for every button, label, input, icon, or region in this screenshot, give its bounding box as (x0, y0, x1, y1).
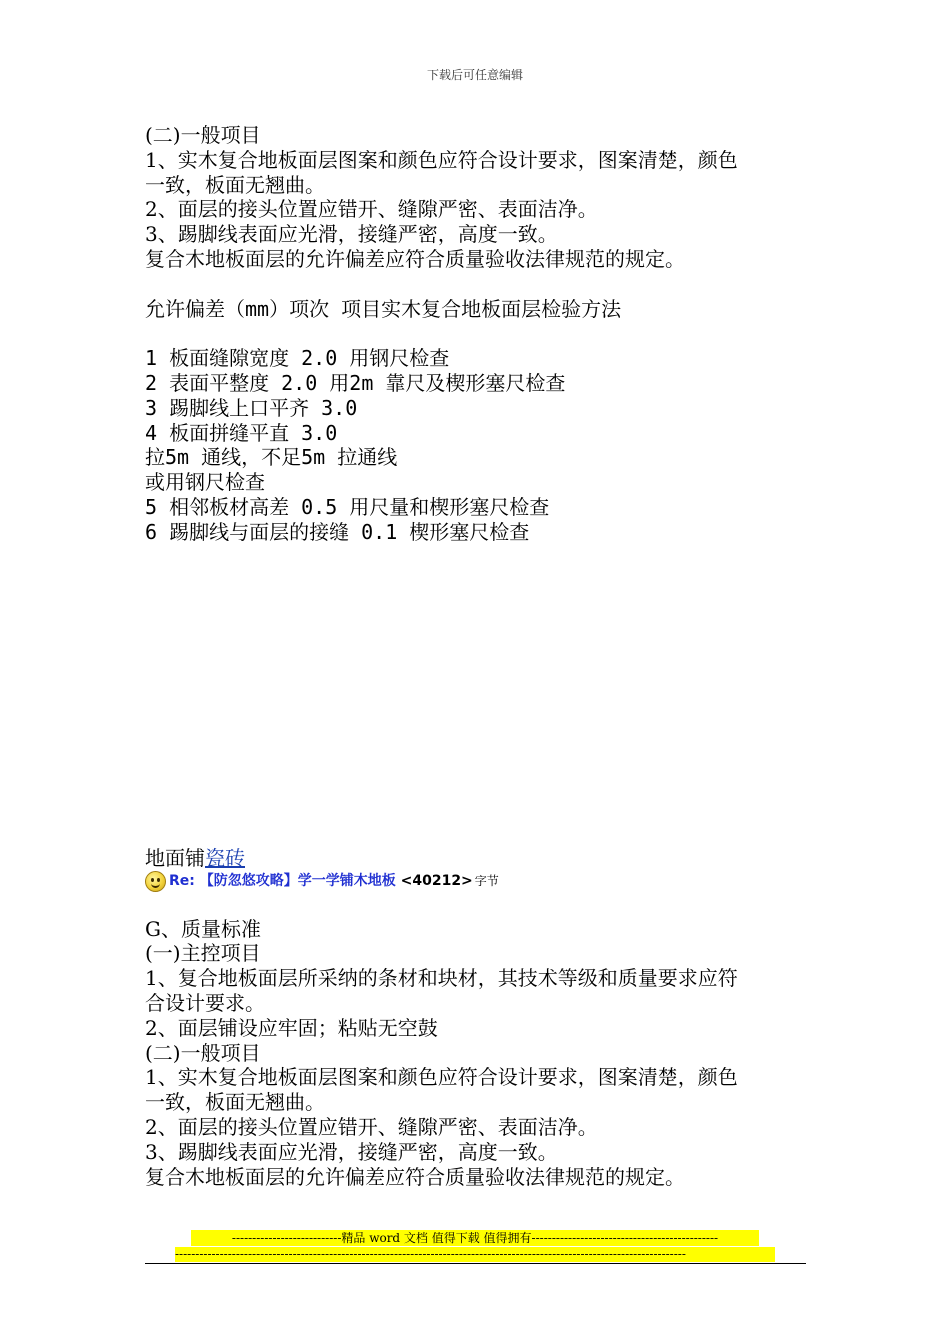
section-general-items (145, 123, 825, 545)
footer-banner: ---------------------------精品 word 文档 值得下载 值得拥有---------------------------------------------- (191, 1230, 759, 1246)
blank-line (145, 321, 825, 346)
text-line: 复合木地板面层的允许偏差应符合质量验收法律规范的规定。 (145, 246, 685, 271)
text-line: (二)一般项目 (145, 1040, 261, 1065)
blank-line (145, 892, 825, 917)
text-line: 3、踢脚线表面应光滑，接缝严密，高度一致。 (145, 222, 558, 247)
text-line: 2、面层的接头位置应错开、缝隙严密、表面洁净。 (145, 197, 598, 222)
section-floor-tile (145, 846, 825, 1189)
table-row: 3 踢脚线上口平齐 3.0 (145, 395, 358, 420)
text-line: 复合木地板面层的允许偏差应符合质量验收法律规范的规定。 (145, 1164, 685, 1189)
post-size-unit: 字节 (474, 874, 499, 889)
blank-line (145, 272, 825, 297)
text-line: 2、面层的接头位置应错开、缝隙严密、表面洁净。 (145, 1114, 598, 1139)
text-line: 合设计要求。 (145, 990, 265, 1015)
section-title (145, 846, 825, 871)
text-line: 1、实木复合地板面层图案和颜色应符合设计要求，图案清楚，颜色 (145, 1065, 738, 1090)
text-line: 3、踢脚线表面应光滑，接缝严密，高度一致。 (145, 1139, 558, 1164)
text-line: G、质量标准 (145, 916, 261, 941)
post-size: <40212> (400, 873, 473, 890)
forum-post-header[interactable] (145, 871, 825, 892)
table-row: 1 板面缝隙宽度 2.0 用钢尺检查 (145, 346, 450, 371)
title-prefix: 地面铺 (145, 846, 205, 870)
text-line: 2、面层铺设应牢固；粘贴无空鼓 (145, 1015, 438, 1040)
table-row: 4 板面拼缝平直 3.0 (145, 420, 338, 445)
footer-rule (145, 1263, 806, 1264)
table-row: 5 相邻板材高差 0.5 用尺量和楔形塞尺检查 (145, 494, 550, 519)
post-title[interactable]: 【防忽悠攻略】学一学铺木地板 (199, 873, 396, 890)
table-row: 拉5m 通线，不足5m 拉通线 (145, 445, 398, 470)
tile-link[interactable]: 瓷砖 (205, 846, 245, 870)
text-line: (二)一般项目 (145, 123, 261, 147)
download-note: 下载后可任意编辑 (426, 68, 523, 82)
smiley-icon (145, 871, 166, 892)
table-header-line: 允许偏差（mm）项次 项目实木复合地板面层检验方法 (145, 296, 622, 321)
text-line: 1、实木复合地板面层图案和颜色应符合设计要求，图案清楚，颜色 (145, 147, 738, 172)
table-row: 2 表面平整度 2.0 用2m 靠尺及楔形塞尺检查 (145, 370, 566, 395)
table-row: 或用钢尺检查 (145, 470, 265, 495)
text-line: 一致，板面无翘曲。 (145, 1090, 325, 1115)
text-line: 1、复合地板面层所采纳的条材和块材，其技术等级和质量要求应符 (145, 966, 738, 991)
table-row: 6 踢脚线与面层的接缝 0.1 楔形塞尺检查 (145, 519, 530, 544)
text-line: (一)主控项目 (145, 941, 261, 966)
re-label: Re: (169, 873, 195, 890)
text-line: 一致，板面无翘曲。 (145, 172, 325, 197)
footer-dashes: ------------------------------------------------------------------------------------------------------------------------------ (175, 1247, 775, 1262)
